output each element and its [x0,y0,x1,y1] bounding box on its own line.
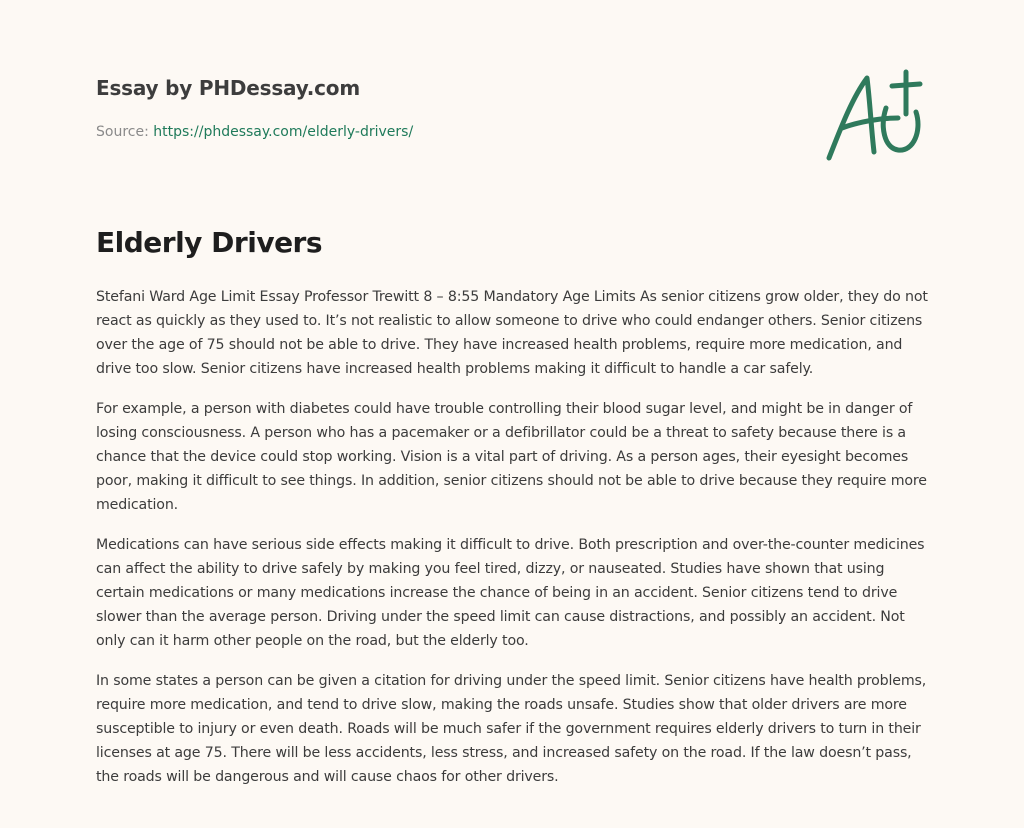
site-header-title: Essay by PHDessay.com [96,76,360,100]
essay-paragraph: For example, a person with diabetes could have trouble controlling their blood sugar level, and might be in danger of losing consciousness. A person who has a pacemaker or a defibrillator could be a threat to safety because there is a chance that the device could stop working. Vision is a vital part of driving. As a person ages, their eyesight becomes poor, making it difficult to see things. In addition, senior citizens should not be able to drive because they require more medication. [96,401,927,513]
source-line [96,124,413,140]
essay-paragraph: Medications can have serious side effects making it difficult to drive. Both prescription and over-the-counter medicines can affect the ability to drive safely by making you feel tired, dizzy, or nauseated. Studies have shown that using certain medications or many medications increase the chance of being in an accident. Senior citizens tend to drive slower than the average person. Driving under the speed limit can cause distractions, and possibly an accident. Not only can it harm other people on the road, but the elderly too. [96,537,925,649]
source-label: Source: [96,124,149,140]
a-plus-logo-icon [822,68,928,164]
essay-body [96,285,928,805]
source-link[interactable]: https://phdessay.com/elderly-drivers/ [153,124,414,140]
essay-paragraph: In some states a person can be given a citation for driving under the speed limit. Senior citizens have health problems, require more medication, and tend to drive slow, making the roads unsafe. Studies show that older drivers are more susceptible to injury or even death. Roads will be much safer if the government requires elderly drivers to turn in their licenses at age 75. There will be less accidents, less stress, and increased safety on the road. If the law doesn’t pass, the roads will be dangerous and will cause chaos for other drivers. [96,673,927,785]
essay-paragraph: Stefani Ward Age Limit Essay Professor Trewitt 8 – 8:55 Mandatory Age Limits As senior citizens grow older, they do not react as quickly as they used to. It’s not realistic to allow someone to drive who could endanger others. Senior citizens over the age of 75 should not be able to drive. They have increased health problems, require more medication, and drive too slow. Senior citizens have increased health problems making it difficult to handle a car safely. [96,289,928,377]
essay-title: Elderly Drivers [96,226,323,259]
